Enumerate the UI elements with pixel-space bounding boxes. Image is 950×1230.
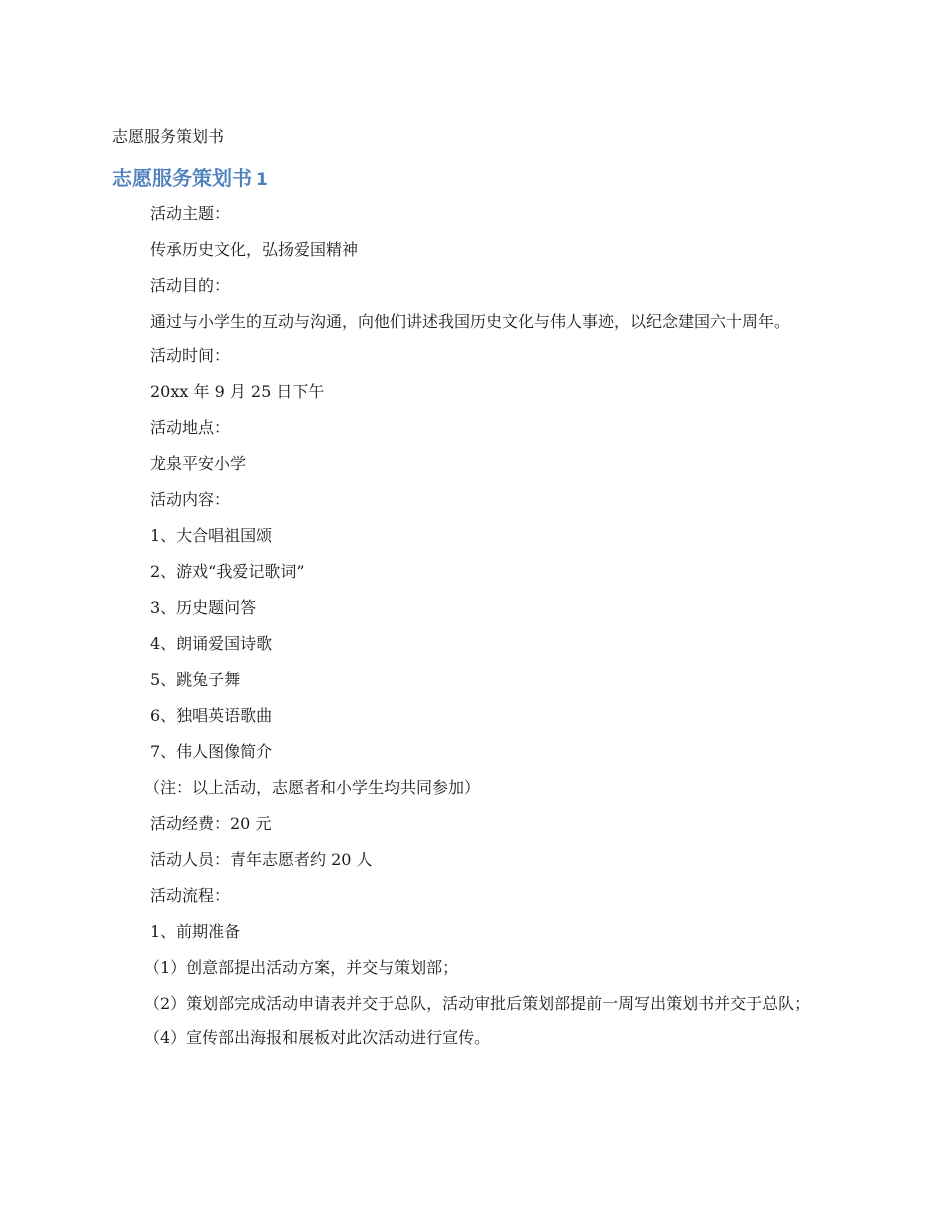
paragraph: 通过与小学生的互动与沟通，向他们讲述我国历史文化与伟人事迹，以纪念建国六十周年。 bbox=[150, 312, 791, 331]
paragraph: 活动地点： bbox=[150, 418, 231, 437]
paragraph: 1、大合唱祖国颂 bbox=[150, 526, 273, 545]
section-heading-number: 1 bbox=[256, 170, 268, 190]
paragraph: 6、独唱英语歌曲 bbox=[150, 706, 273, 725]
paragraph: （1）创意部提出活动方案，并交与策划部； bbox=[144, 958, 459, 977]
paragraph: 7、伟人图像简介 bbox=[150, 742, 273, 761]
document-body bbox=[112, 203, 842, 1063]
paragraph: 传承历史文化，弘扬爱国精神 bbox=[150, 240, 359, 259]
paragraph: 活动经费：20 元 bbox=[150, 814, 272, 833]
paragraph: 活动流程： bbox=[150, 886, 231, 905]
paragraph: 3、历史题问答 bbox=[150, 598, 257, 617]
paragraph: 2、游戏“我爱记歌词” bbox=[150, 562, 305, 581]
document-title: 志愿服务策划书 bbox=[112, 127, 225, 146]
section-heading-text: 志愿服务策划书 bbox=[112, 166, 252, 190]
paragraph: （2）策划部完成活动申请表并交于总队，活动审批后策划部提前一周写出策划书并交于总队； bbox=[144, 994, 811, 1013]
section-heading bbox=[112, 164, 268, 194]
paragraph: 活动目的： bbox=[150, 276, 231, 295]
paragraph: 20xx 年 9 月 25 日下午 bbox=[150, 382, 325, 401]
paragraph: 5、跳兔子舞 bbox=[150, 670, 241, 689]
paragraph: （4）宣传部出海报和展板对此次活动进行宣传。 bbox=[144, 1028, 491, 1047]
paragraph: 活动时间： bbox=[150, 346, 231, 365]
paragraph: 4、朗诵爱国诗歌 bbox=[150, 634, 273, 653]
paragraph: 活动人员：青年志愿者约 20 人 bbox=[150, 850, 373, 869]
paragraph: 1、前期准备 bbox=[150, 922, 241, 941]
paragraph: 活动内容： bbox=[150, 490, 231, 509]
paragraph: 龙泉平安小学 bbox=[150, 454, 247, 473]
paragraph: （注：以上活动，志愿者和小学生均共同参加） bbox=[144, 778, 481, 797]
paragraph: 活动主题： bbox=[150, 204, 231, 223]
